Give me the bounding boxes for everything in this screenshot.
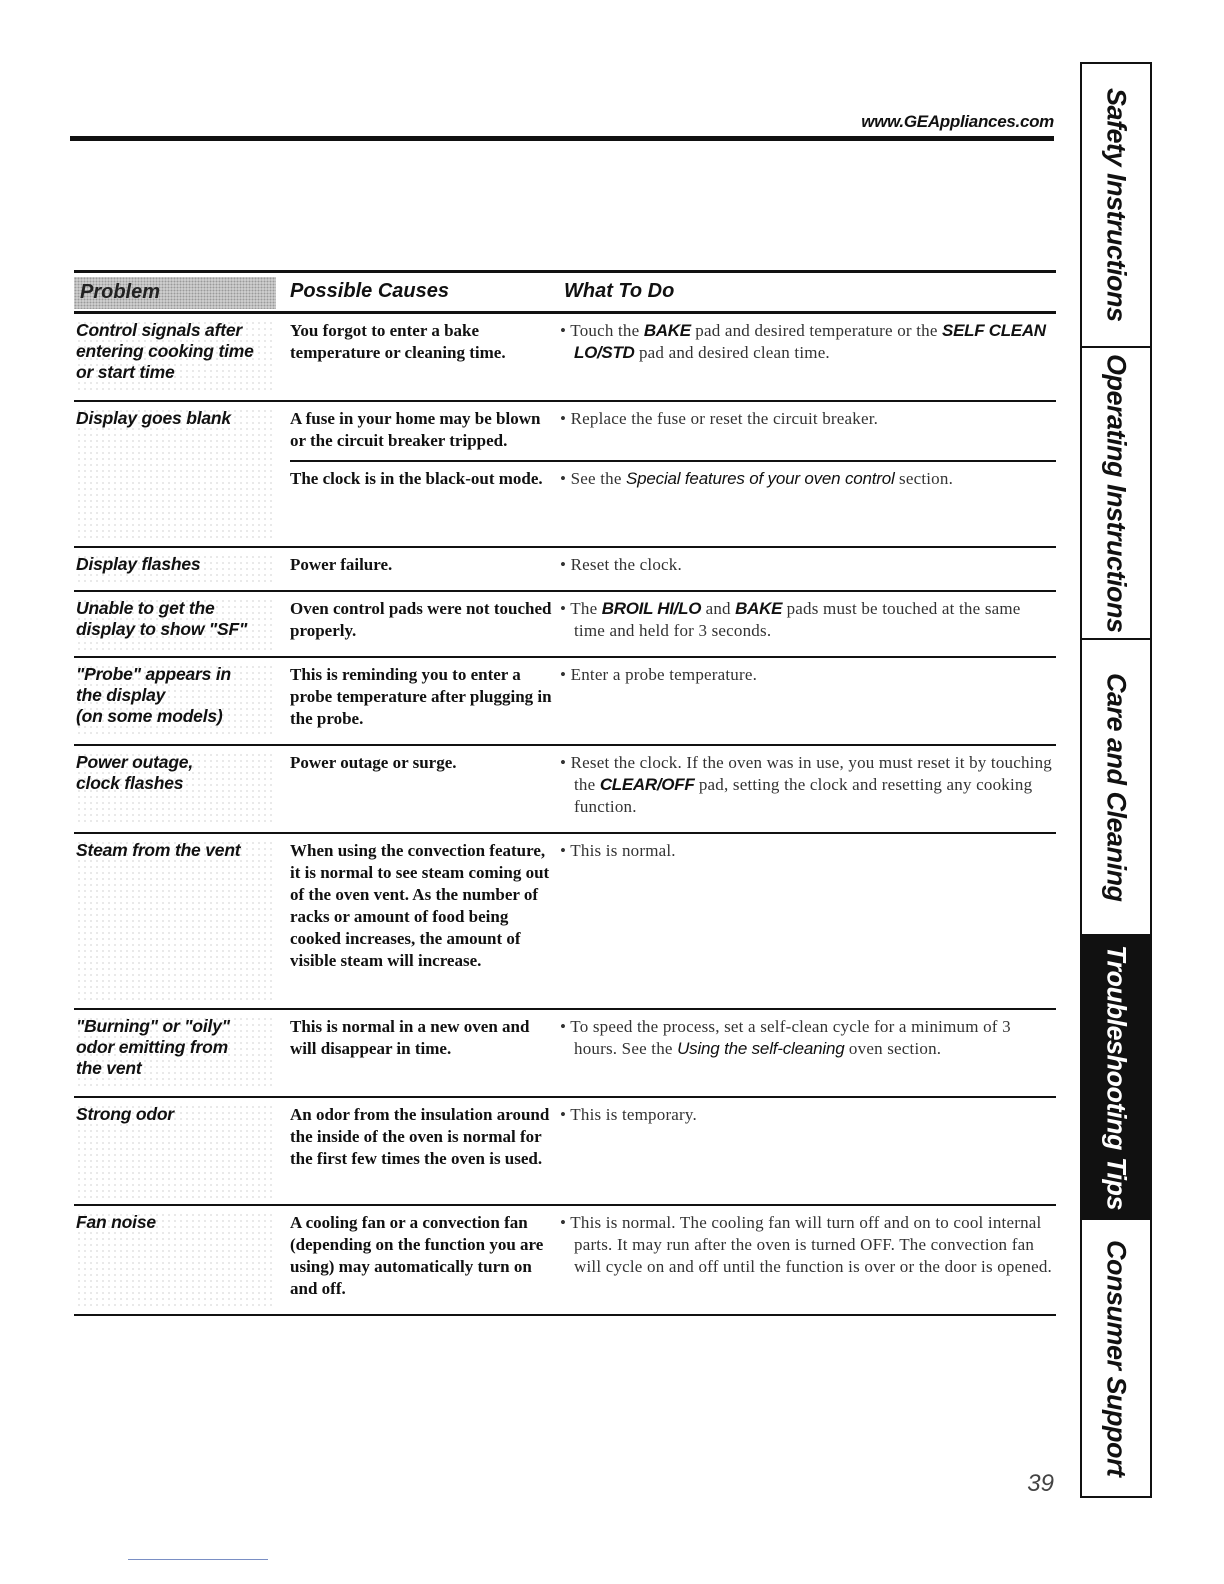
table-row — [74, 402, 1056, 548]
todo-segment: Enter a probe temperature. — [570, 665, 758, 684]
todo-segment: See the — [570, 469, 627, 488]
problem-text: the vent — [76, 1058, 142, 1078]
cause-group — [290, 746, 1056, 816]
section-tabs — [1080, 62, 1152, 1498]
problem-cell — [76, 554, 272, 584]
cause-text: Oven control pads were not touched properly. — [290, 599, 552, 640]
cause-text: A cooling fan or a convection fan (depending on the function you are using) may automatically turn on and off. — [290, 1213, 544, 1298]
control-pad-name: SELF CLEAN LO/STD — [574, 321, 1046, 362]
todo-text: • Touch the BAKE pad and desired temperature or the SELF CLEAN LO/STD pad and desired clean time. — [560, 321, 1046, 362]
problem-text: clock flashes — [76, 773, 184, 793]
cause-group — [290, 314, 1056, 372]
todo-segment: Replace the fuse or reset the circuit breaker. — [570, 409, 879, 428]
todo-segment: This is normal. — [570, 841, 676, 860]
problem-text: display to show "SF" — [76, 619, 248, 639]
todo-text: • This is temporary. — [560, 1105, 697, 1124]
problem-cell — [76, 1016, 272, 1090]
cause-text: Power outage or surge. — [290, 753, 457, 772]
todo-segment: Reset the clock. If the oven was in use, you must reset it by touching the — [570, 753, 1053, 794]
page-number: 39 — [1027, 1470, 1054, 1497]
todo-text: • To speed the process, set a self-clean cycle for a minimum of 3 hours. See the Using the self-cleaning oven section. — [560, 1017, 1011, 1058]
problem-cell — [76, 598, 272, 650]
problem-text: Power outage, — [76, 752, 194, 772]
problem-text: "Burning" or "oily" — [76, 1016, 230, 1036]
control-pad-name: BAKE — [643, 321, 691, 340]
header-rule — [70, 136, 1054, 141]
table-row — [74, 834, 1056, 1010]
table-body — [74, 314, 1056, 1316]
todo-text: • Enter a probe temperature. — [560, 665, 758, 684]
problem-cell — [76, 664, 272, 738]
problem-text: Steam from the vent — [76, 840, 241, 860]
todo-segment: pad and desired temperature or the — [690, 321, 943, 340]
problem-cell — [76, 1212, 272, 1308]
todo-segment: pad and desired clean time. — [634, 343, 830, 362]
todo-text: • See the Special features of your oven control section. — [560, 469, 954, 488]
cause-group — [290, 548, 1056, 584]
cause-group — [290, 658, 1056, 738]
section-tab[interactable] — [1082, 1220, 1150, 1496]
table-row — [74, 314, 1056, 402]
todo-segment: To speed the process, set a self-clean cycle for a minimum of 3 hours. See the — [570, 1017, 1011, 1058]
problem-text: Strong odor — [76, 1104, 174, 1124]
cause-group — [290, 1010, 1056, 1068]
problem-cell — [76, 408, 272, 540]
todo-segment: pads must be touched at the same time and held for 3 seconds. — [574, 599, 1021, 640]
footer-rule — [128, 1559, 268, 1560]
problem-text: Unable to get the — [76, 598, 215, 618]
problem-text: (on some models) — [76, 706, 223, 726]
problem-cell — [76, 320, 272, 394]
cause-group — [290, 834, 1056, 980]
problem-text: or start time — [76, 362, 175, 382]
todo-text: • Reset the clock. — [560, 555, 682, 574]
cause-text: When using the convection feature, it is normal to see steam coming out of the oven vent. As the number of racks or amount of food being cooked increases, the amount of visible steam will increase. — [290, 841, 550, 970]
control-pad-name: BAKE — [735, 599, 783, 618]
section-tab[interactable] — [1082, 64, 1150, 348]
section-tab-label: Operating Instructions — [1101, 353, 1132, 633]
problem-text: Control signals after — [76, 320, 242, 340]
cause-text: This is reminding you to enter a probe temperature after plugging in the probe. — [290, 665, 552, 728]
problem-text: Display goes blank — [76, 408, 231, 428]
section-tab[interactable] — [1082, 348, 1150, 640]
todo-text: • Replace the fuse or reset the circuit breaker. — [560, 409, 879, 428]
problem-text: the display — [76, 685, 166, 705]
cause-text: The clock is in the black-out mode. — [290, 469, 543, 488]
problem-text: odor emitting from — [76, 1037, 228, 1057]
cause-group — [290, 402, 1056, 460]
section-tab-label: Consumer Support — [1101, 1239, 1132, 1477]
table-row — [74, 1010, 1056, 1098]
troubleshooting-table — [74, 270, 1056, 1316]
section-reference: Special features of your oven control — [626, 469, 895, 488]
todo-segment: This is normal. The cooling fan will turn off and on to cool internal parts. It may run after the oven is turned OFF. The convection fan will cycle on and off until the function is over or the door is opened. — [570, 1213, 1052, 1276]
table-row — [74, 746, 1056, 834]
todo-text: • This is normal. The cooling fan will turn off and on to cool internal parts. It may run after the oven is turned OFF. The convection fan will cycle on and off until the function is over or the door is opened. — [560, 1213, 1052, 1276]
table-row — [74, 1098, 1056, 1206]
problem-cell — [76, 752, 272, 826]
todo-segment: and — [701, 599, 736, 618]
problem-text: Display flashes — [76, 554, 201, 574]
section-tab-label: Care and Cleaning — [1101, 672, 1132, 902]
section-tab[interactable] — [1082, 936, 1150, 1220]
section-tab[interactable] — [1082, 640, 1150, 936]
todo-segment: pad, setting the clock and resetting any cooking function. — [574, 775, 1033, 816]
todo-segment: Reset the clock. — [570, 555, 682, 574]
cause-group — [290, 1098, 1056, 1178]
section-tab-label: Safety Instructions — [1101, 88, 1132, 322]
todo-segment: The — [570, 599, 602, 618]
problem-text: "Probe" appears in — [76, 664, 231, 684]
todo-segment: section. — [894, 469, 954, 488]
control-pad-name: BROIL HI/LO — [601, 599, 702, 618]
table-row — [74, 592, 1056, 658]
cause-group — [290, 460, 1056, 498]
problem-cell — [76, 840, 272, 1002]
problem-header-cell — [74, 277, 276, 309]
table-row — [74, 1206, 1056, 1316]
cause-text: An odor from the insulation around the inside of the oven is normal for the first few times the oven is used. — [290, 1105, 550, 1168]
todo-text: • The BROIL HI/LO and BAKE pads must be touched at the same time and held for 3 seconds. — [560, 599, 1021, 640]
todo-segment: oven section. — [844, 1039, 942, 1058]
cause-group — [290, 592, 1056, 650]
todo-segment: This is temporary. — [570, 1105, 697, 1124]
cause-text: Power failure. — [290, 555, 393, 574]
table-row — [74, 548, 1056, 592]
problem-text: Fan noise — [76, 1212, 156, 1232]
todo-column-heading: What To Do — [564, 280, 675, 302]
table-row — [74, 658, 1056, 746]
control-pad-name: CLEAR/OFF — [599, 775, 695, 794]
todo-segment: Touch the — [570, 321, 644, 340]
problem-cell — [76, 1104, 272, 1198]
cause-text: This is normal in a new oven and will disappear in time. — [290, 1017, 530, 1058]
section-reference: Using the self-cleaning — [677, 1039, 845, 1058]
problem-column-heading: Problem — [80, 281, 161, 303]
cause-group — [290, 1206, 1056, 1308]
problem-text: entering cooking time — [76, 341, 254, 361]
cause-text: A fuse in your home may be blown or the circuit breaker tripped. — [290, 409, 541, 450]
section-tab-label: Troubleshooting Tips — [1101, 944, 1132, 1210]
table-header — [74, 270, 1056, 314]
todo-text: • Reset the clock. If the oven was in use, you must reset it by touching the CLEAR/OFF pad, setting the clock and resetting any cooking function. — [560, 753, 1053, 816]
website-url: www.GEAppliances.com — [861, 112, 1054, 131]
cause-text: You forgot to enter a bake temperature or cleaning time. — [290, 321, 506, 362]
causes-column-heading: Possible Causes — [290, 280, 449, 302]
todo-text: • This is normal. — [560, 841, 676, 860]
